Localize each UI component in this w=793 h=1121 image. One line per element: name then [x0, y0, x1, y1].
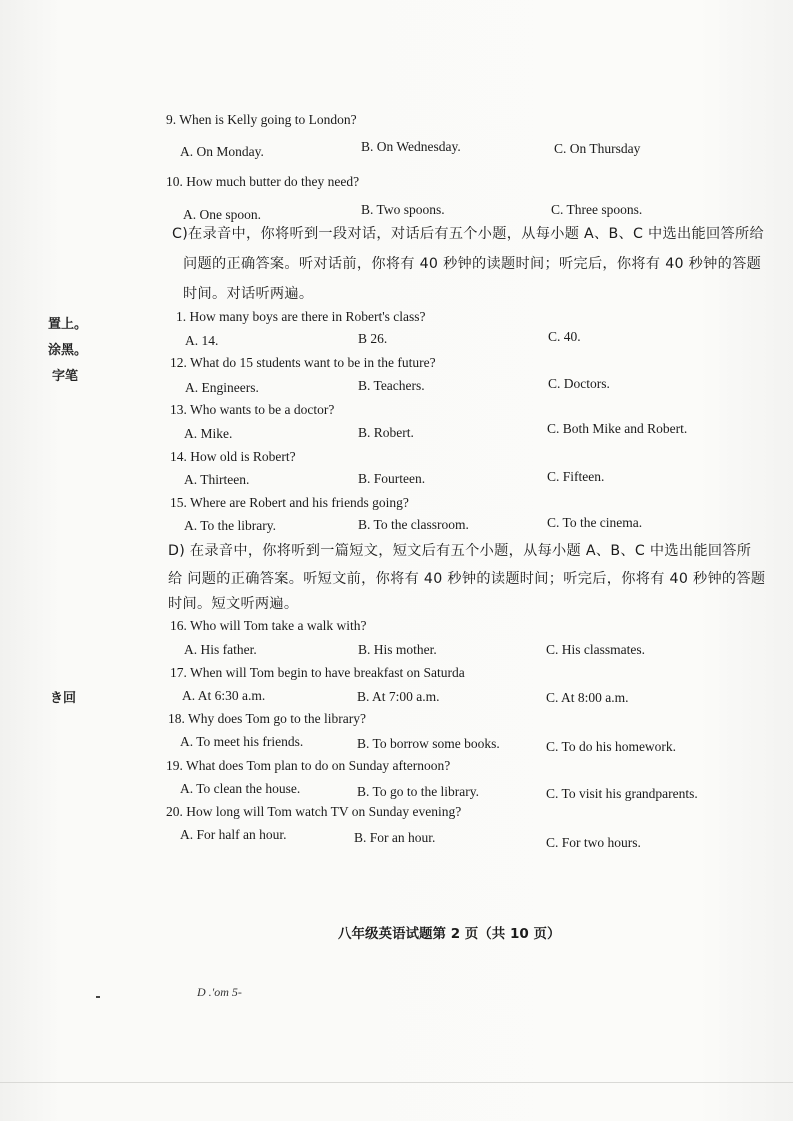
question-stem: 13. Who wants to be a doctor? [170, 402, 335, 417]
margin-note: き回 [50, 691, 77, 706]
option-c: C. 40. [548, 329, 581, 344]
option-c: C. Three spoons. [551, 202, 643, 217]
section-d-instruction-line: D) 在录音中，你将听到一篇短文，短文后有五个小题，从每小题 A、B、C 中选出能回答所 [168, 543, 752, 559]
margin-note: 字笔 [52, 369, 79, 384]
option-a: A. At 6:30 a.m. [182, 688, 266, 703]
question-stem: 17. When will Tom begin to have breakfast on Saturda [170, 665, 465, 680]
section-c-instruction-line: C)在录音中，你将听到一段对话，对话后有五个小题，从每小题 A、B、C 中选出能回答所给 [172, 226, 764, 242]
page-footer: 八年级英语试题第 2 页（共 10 页） [338, 926, 561, 942]
option-c: C. His classmates. [546, 642, 645, 657]
ink-speck [96, 996, 100, 998]
question-stem: 14. How old is Robert? [170, 449, 296, 464]
option-c: C. To visit his grandparents. [546, 786, 698, 801]
question-stem: 20. How long will Tom watch TV on Sunday evening? [166, 804, 462, 819]
option-a: A. To the library. [184, 518, 277, 533]
option-b: B. Two spoons. [361, 202, 445, 217]
option-b: B. Teachers. [358, 378, 425, 393]
option-a: A. To meet his friends. [180, 734, 304, 749]
question-stem: 19. What does Tom plan to do on Sunday afternoon? [166, 758, 451, 773]
handwritten-scribble: D .'om 5- [197, 985, 242, 999]
option-a: A. Mike. [184, 426, 233, 441]
option-a: A. Engineers. [185, 380, 259, 395]
option-a: A. For half an hour. [180, 827, 287, 842]
section-d-instruction-line: 时间。短文听两遍。 [168, 596, 299, 612]
question-stem: 15. Where are Robert and his friends going? [170, 495, 409, 510]
section-c-instruction-line: 问题的正确答案。听对话前，你将有 40 秒钟的读题时间；听完后，你将有 40 秒钟的答题 [183, 256, 762, 272]
option-b: B. To go to the library. [357, 784, 480, 799]
option-c: C. On Thursday [554, 141, 641, 156]
option-a: A. Thirteen. [184, 472, 250, 487]
option-c: C. At 8:00 a.m. [546, 690, 629, 705]
option-c: C. Fifteen. [547, 469, 605, 484]
option-c: C. To the cinema. [547, 515, 643, 530]
option-c: C. Doctors. [548, 376, 610, 391]
option-b: B. To borrow some books. [357, 736, 500, 751]
option-a: A. On Monday. [180, 144, 264, 159]
option-b: B. For an hour. [354, 830, 436, 845]
option-c: C. To do his homework. [546, 739, 677, 754]
option-a: A. One spoon. [183, 207, 261, 222]
question-stem: 16. Who will Tom take a walk with? [170, 618, 367, 633]
option-c: C. For two hours. [546, 835, 641, 850]
option-b: B. Fourteen. [358, 471, 426, 486]
option-b: B. Robert. [358, 425, 414, 440]
option-c: C. Both Mike and Robert. [547, 421, 688, 436]
option-b: B. On Wednesday. [361, 139, 461, 154]
question-stem: 10. How much butter do they need? [166, 174, 360, 189]
question-stem: 12. What do 15 students want to be in the future? [170, 355, 436, 370]
question-stem: 9. When is Kelly going to London? [166, 112, 357, 127]
option-b: B 26. [358, 331, 388, 346]
option-a: A. To clean the house. [180, 781, 301, 796]
option-a: A. 14. [185, 333, 219, 348]
option-a: A. His father. [184, 642, 257, 657]
margin-note: 涂黑。 [48, 343, 88, 358]
question-stem: 18. Why does Tom go to the library? [168, 711, 367, 726]
section-d-instruction-line: 给 问题的正确答案。听短文前，你将有 40 秒钟的读题时间；听完后，你将有 40 秒钟的答题 [168, 571, 766, 587]
section-c-instruction-line: 时间。对话听两遍。 [183, 286, 314, 302]
option-b: B. His mother. [358, 642, 437, 657]
option-b: B. To the classroom. [358, 517, 469, 532]
margin-note: 置上。 [48, 317, 88, 332]
option-b: B. At 7:00 a.m. [357, 689, 440, 704]
question-stem: 1. How many boys are there in Robert's class? [176, 309, 426, 324]
page-edge-line [0, 1082, 793, 1083]
